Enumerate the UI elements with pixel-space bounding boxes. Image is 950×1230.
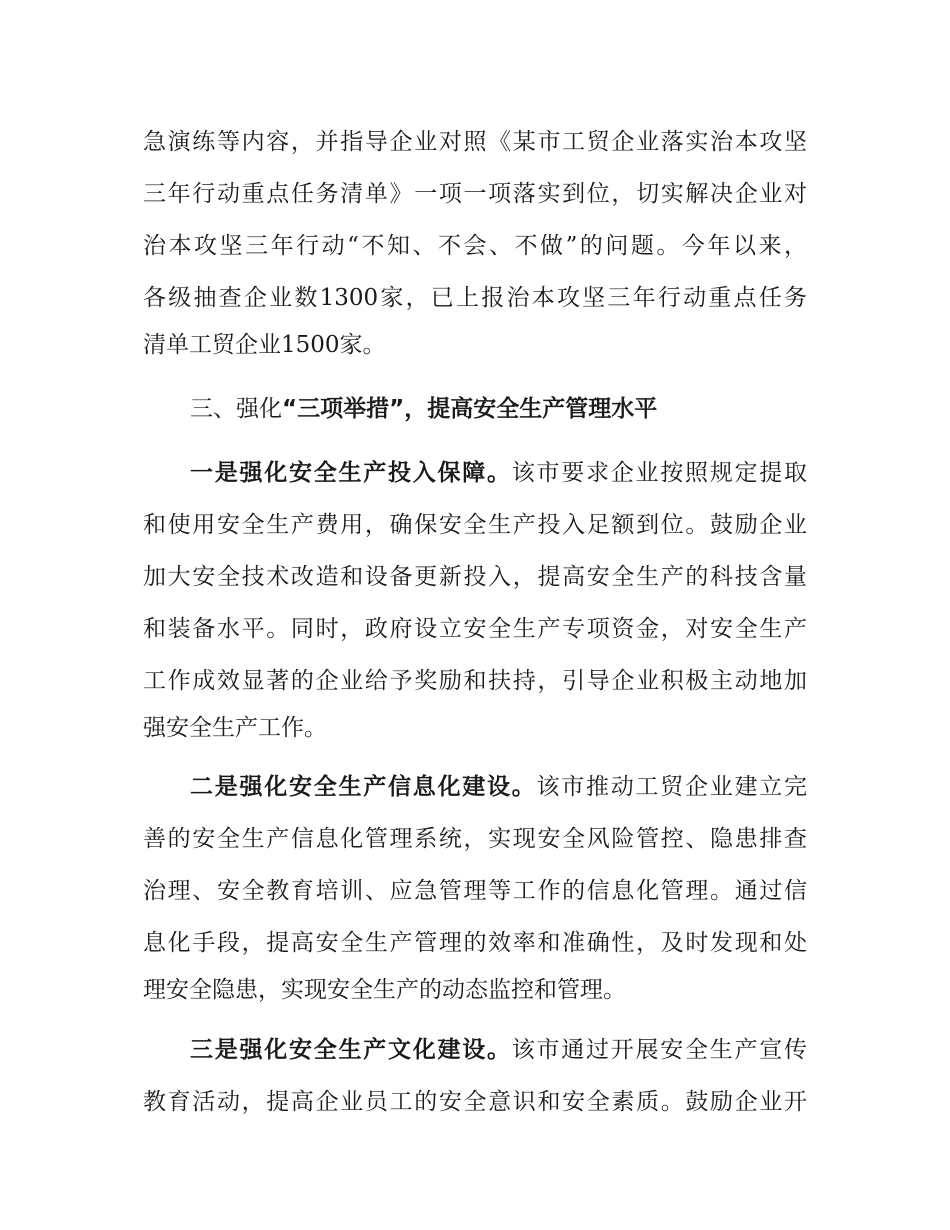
paragraph-3-first-rest: 该市推动工贸企业建立完 <box>536 774 807 800</box>
section-heading <box>0 394 950 424</box>
paragraph-1-line-3: 治本攻坚三年行动“不知、不会、不做”的问题。今年以来， <box>143 233 807 259</box>
paragraph-3-line-4: 息化手段，提高安全生产管理的效率和准确性，及时发现和处 <box>143 930 807 956</box>
paragraph-4-line-2: 教育活动，提高企业员工的安全意识和安全素质。鼓励企业开 <box>143 1089 807 1115</box>
paragraph-2-first-rest: 该市要求企业按照规定提取 <box>511 460 807 486</box>
paragraph-2-line-4: 和装备水平。同时，政府设立安全生产专项资金，对安全生产 <box>143 616 807 642</box>
paragraph-1-line-1: 急演练等内容，并指导企业对照《某市工贸企业落实治本攻坚 <box>143 129 807 155</box>
paragraph-3-line-3: 治理、安全教育培训、应急管理等工作的信息化管理。通过信 <box>143 878 807 904</box>
paragraph-2-line-3: 加大安全技术改造和设备更新投入，提高安全生产的科技含量 <box>143 564 807 590</box>
paragraph-1-line-2: 三年行动重点任务清单》一项一项落实到位，切实解决企业对 <box>143 181 807 207</box>
paragraph-1-line-4: 各级抽查企业数1300家，已上报治本攻坚三年行动重点任务 <box>143 285 807 311</box>
paragraph-4-first-rest: 该市通过开展安全生产宣传 <box>511 1037 807 1063</box>
paragraph-2-line-5: 工作成效显著的企业给予奖励和扶持，引导企业积极主动地加 <box>143 668 807 694</box>
paragraph-3-line-2: 善的安全生产信息化管理系统，实现安全风险管控、隐患排查 <box>143 826 807 852</box>
paragraph-4-line-1 <box>0 1035 950 1065</box>
paragraph-4-lead: 三是强化安全生产文化建设。 <box>190 1037 512 1063</box>
paragraph-2-line-1 <box>0 458 950 488</box>
paragraph-1-line-5: 清单工贸企业1500家。 <box>143 332 386 358</box>
section-heading-prefix: 三、强化 <box>190 396 282 422</box>
paragraph-2-line-6: 强安全生产工作。 <box>143 715 327 741</box>
paragraph-2-lead: 一是强化安全生产投入保障。 <box>190 460 512 486</box>
paragraph-2-line-2: 和使用安全生产费用，确保安全生产投入足额到位。鼓励企业 <box>143 512 807 538</box>
paragraph-3-lead: 二是强化安全生产信息化建设。 <box>190 774 537 800</box>
section-heading-title: “三项举措”，提高安全生产管理水平 <box>282 396 658 422</box>
paragraph-3-line-5: 理安全隐患，实现安全生产的动态监控和管理。 <box>143 977 626 1003</box>
paragraph-3-line-1 <box>0 772 950 802</box>
